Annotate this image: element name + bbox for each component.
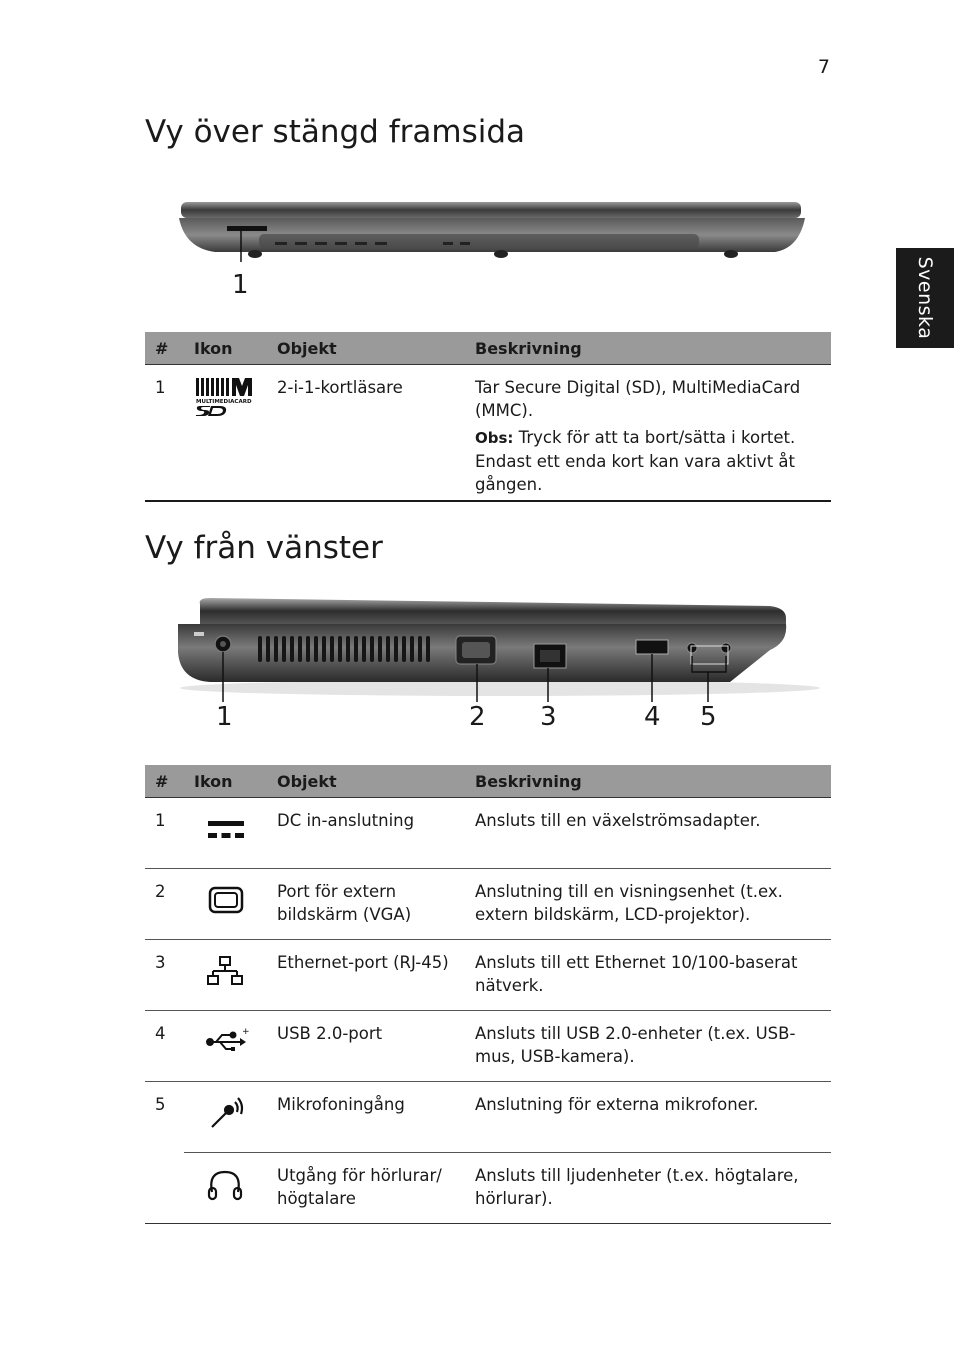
row-description: Anslutning för externa mikrofoner. [465,1082,831,1153]
left-callout-1: 1 [216,702,233,732]
svg-text:+: + [242,1027,250,1037]
note-label: Obs: [475,429,514,447]
laptop-lid [181,202,801,218]
row-object: DC in-anslutning [267,798,465,869]
row-icon [184,798,267,869]
row-object: Utgång för hörlurar/ högtalare [267,1153,465,1224]
description-text: Tar Secure Digital (SD), MultiMediaCard (MMC). [475,378,801,420]
row-icon [184,869,267,940]
header-description: Beskrivning [465,332,831,365]
row-icon [184,1153,267,1224]
front-view-table [145,332,831,502]
left-view-illustration [170,592,830,704]
dc-in-icon [194,809,254,845]
row-num: 4 [145,1011,184,1082]
left-view-table [145,765,831,1224]
row-num: 3 [145,940,184,1011]
table-row [145,1011,831,1082]
header-object: Objekt [267,765,465,798]
page-number: 7 [817,56,830,78]
microphone-jack [687,643,697,653]
row-description: Anslutning till en visningsenhet (t.ex. extern bildskärm, LCD-projektor). [465,869,831,940]
row-object: USB 2.0-port [267,1011,465,1082]
table-row [145,1153,831,1224]
language-tab-label: Svenska [914,256,936,340]
multimediacard-sd-icon [194,376,258,416]
header-num: # [145,765,184,798]
ethernet-icon [194,951,254,987]
header-object: Objekt [267,332,465,365]
row-icon [184,940,267,1011]
row-num: 1 [145,798,184,869]
headphones-icon [194,1164,254,1204]
row-icon [184,1011,267,1082]
left-callout-5: 5 [700,702,717,732]
header-num: # [145,332,184,365]
note-body: Tryck för att ta bort/sätta i kortet. Endast ett enda kort kan vara aktivt åt gången. [475,428,796,494]
row-description: Ansluts till en växelströmsadapter. [465,798,831,869]
table-row [145,1082,831,1153]
row-description [465,365,831,502]
row-num: 1 [145,365,184,502]
table-row [145,798,831,869]
left-view-title: Vy från vänster [145,530,383,566]
laptop-lid [200,598,786,624]
card-slot [227,226,267,231]
front-callout-1: 1 [232,270,249,300]
sd-logo [196,406,226,416]
left-callout-4: 4 [644,702,661,732]
row-object: Port för extern bildskärm (VGA) [267,869,465,940]
row-description: Ansluts till ett Ethernet 10/100-baserat nätverk. [465,940,831,1011]
usb-port [636,640,668,654]
row-description: Ansluts till ljudenheter (t.ex. högtalare, hörlurar). [465,1153,831,1224]
table-row [145,940,831,1011]
header-icon: Ikon [184,332,267,365]
vga-icon [194,880,254,916]
row-description: Ansluts till USB 2.0-enheter (t.ex. USB-mus, USB-kamera). [465,1011,831,1082]
usb-icon [194,1022,254,1058]
front-view-title: Vy över stängd framsida [145,114,526,150]
row-object: Mikrofoningång [267,1082,465,1153]
front-view-illustration [175,196,815,276]
row-object: Ethernet-port (RJ-45) [267,940,465,1011]
row-icon [184,365,267,502]
row-icon [184,1082,267,1153]
table-row [145,365,831,502]
headphone-jack [721,643,731,653]
language-tab [896,248,954,348]
mmc-label: MULTIMEDIACARD [196,399,252,405]
row-num: 2 [145,869,184,940]
row-object: 2-i-1-kortläsare [267,365,465,502]
header-icon: Ikon [184,765,267,798]
header-description: Beskrivning [465,765,831,798]
left-callout-2: 2 [469,702,486,732]
left-callout-3: 3 [540,702,557,732]
microphone-icon [194,1093,254,1133]
table-row [145,869,831,940]
row-num: 5 [145,1082,184,1224]
note-text [475,426,831,496]
